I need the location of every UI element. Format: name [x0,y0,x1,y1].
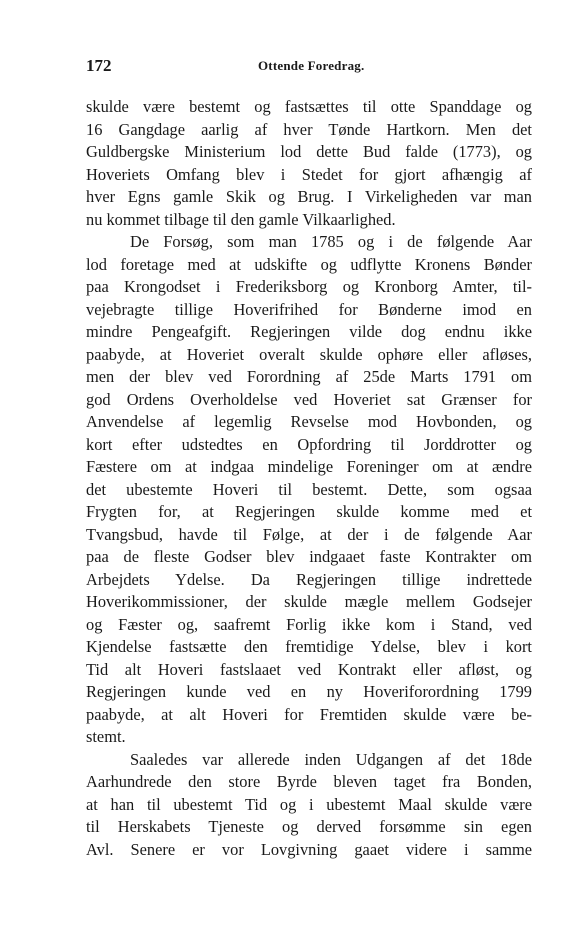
text-line: Tid alt Hoveri fastslaaet ved Kontrakt eller afløst, og [86,659,532,679]
text-line: Guldbergske Ministerium lod dette Bud falde (1773), og [86,142,532,161]
text-line: Hoveriets Omfang blev i Stedet for gjort afhængig af [86,164,532,184]
text-line: skulde være bestemt og fastsættes til otte Spanddage og [86,97,532,116]
text-line: De Forsøg, som man 1785 og i de følgende Aar [130,232,532,251]
text-line: paa Krongodset i Frederiksborg og Kronborg Amter, til- [86,277,532,296]
page-number: 172 [86,56,112,75]
text-line: nu kommet tilbage til den gamle Vilkaarlighed. [86,209,396,229]
text-line: hver Egns gamle Skik og Brug. I Virkeligheden var man [86,187,532,206]
paragraph-1 [86,96,532,231]
running-head [86,56,532,78]
text-line: at han til ubestemt Tid og i ubestemt Maal skulde være [86,794,532,814]
text-line: Anvendelse af legemlig Revselse mod Hovbonden, og [86,412,532,431]
text-line: Aarhundrede den store Byrde bleven taget fra Bonden, [86,772,532,791]
text-line: stemt. [86,727,126,746]
text-line: vejebragte tillige Hoverifrihed for Bønderne imod en [86,299,532,319]
chapter-title: Ottende Foredrag. [258,58,365,73]
text-line: Hoverikommissioner, der skulde mægle mellem Godsejer [86,592,532,611]
body-text [86,96,532,861]
text-line: god Ordens Overholdelse ved Hoveriet sat Grænser for [86,389,532,409]
text-line: mindre Pengeafgift. Regjeringen vilde dog endnu ikke [86,322,532,341]
text-line: til Herskabets Tjeneste og derved forsømme sin egen [86,817,532,836]
text-line: kort efter udstedtes en Opfordring til Jorddrotter og [86,434,532,454]
text-line: Frygten for, at Regjeringen skulde komme med et [86,502,532,521]
text-line: Kjendelse fastsætte den fremtidige Ydelse, blev i kort [86,637,532,656]
text-line: Regjeringen kunde ved en ny Hoveriforordning 1799 [86,682,532,701]
text-line: 16 Gangdage aarlig af hver Tønde Hartkorn. Men det [86,119,532,139]
text-line: Arbejdets Ydelse. Da Regjeringen tillige indrettede [86,569,532,589]
text-line: paa de fleste Godser blev indgaaet faste Kontrakter om [86,547,532,566]
text-line: Avl. Senere er vor Lovgivning gaaet videre i samme [86,839,532,859]
text-line: men der blev ved Forordning af 25de Marts 1791 om [86,367,532,386]
paragraph-2 [86,231,532,749]
text-line: og Fæster og, saafremt Forlig ikke kom i Stand, ved [86,614,532,634]
text-line: Fæstere om at indgaa mindelige Foreninger om at ændre [86,457,532,476]
text-line: Saaledes var allerede inden Udgangen af det 18de [130,749,532,769]
text-line: paabyde, at alt Hoveri for Fremtiden skulde være be- [86,704,532,724]
text-line: Tvangsbud, havde til Følge, at der i de følgende Aar [86,524,532,544]
text-line: det ubestemte Hoveri til bestemt. Dette, som ogsaa [86,479,532,499]
text-line: lod foretage med at udskifte og udflytte Kronens Bønder [86,254,532,274]
text-line: paabyde, at Hoveriet overalt skulde ophøre eller afløses, [86,344,532,364]
paragraph-3 [86,749,532,862]
